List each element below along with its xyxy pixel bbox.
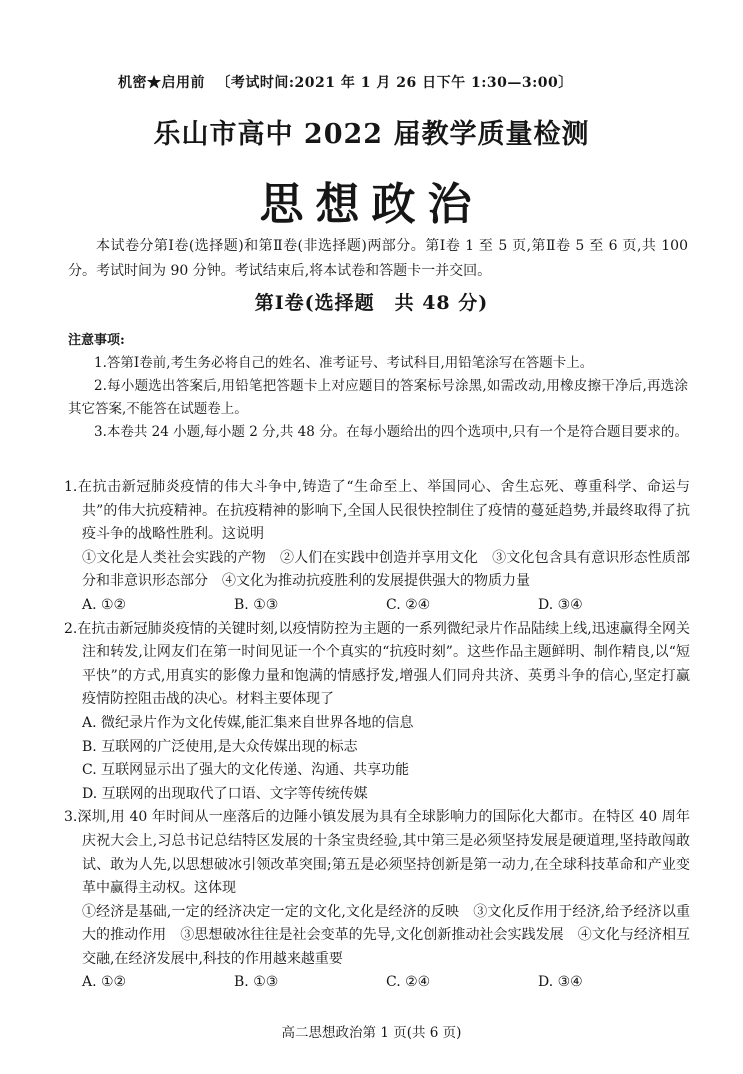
option-b: B. 互联网的广泛使用,是大众传媒出现的标志 [82,738,358,755]
question-2 [64,618,690,807]
question-list [64,476,690,995]
question-statements: ①经济是基础,一定的经济决定一定的文化,文化是经济的反映 ③文化反作用于经济,给予经济以重大的推动作用 ③思想破冰往往是社会变革的先导,文化创新推动社会实践发展 ④文化与经济相互交融,在经济发展中,科技的作用越来越重要 [82,903,690,967]
notice-list [68,352,688,444]
option-row [64,971,690,995]
question-3 [64,806,690,995]
exam-title: 乐山市高中 2022 届教学质量检测 [153,119,590,150]
option-row [64,594,690,618]
question-stem: 2.在抗击新冠肺炎疫情的关键时刻,以疫情防控为主题的一系列微纪录片作品陆续上线,迅速赢得全网关注和转发,让网友们在第一时间见证一个个真实的“抗疫时刻”。这些作品主题鲜明、制作精良,以“短平快”的方式,用真实的影像力量和饱满的情感抒发,增强人们同舟共济、英勇斗争的信心,坚定打赢疫情防控阻击战的决心。材料主要体现了 [64,620,690,708]
question-stem: 1.在抗击新冠肺炎疫情的伟大斗争中,铸造了“生命至上、举国同心、舍生忘死、尊重科学、命运与共”的伟大抗疫精神。在抗疫精神的影响下,全国人民很快控制住了疫情的蔓延趋势,并最终取得了抗疫斗争的战略性胜利。这说明 [64,479,690,543]
option-a: A. ①② [82,596,127,613]
option-c: C. 互联网显示出了强大的文化传递、沟通、共享功能 [82,762,410,779]
exam-time: 〔考试时间:2021 年 1 月 26 日下午 1:30—3:00〕 [216,75,573,91]
notice-item: 1.答第Ⅰ卷前,考生务必将自己的姓名、准考证号、考试科目,用铅笔涂写在答题卡上。 [94,355,594,371]
question-statements: ①文化是人类社会实践的产物 ②人们在实践中创造并享用文化 ③文化包含具有意识形态性质部分和非意识形态部分 ④文化为推动抗疫胜利的发展提供强大的物质力量 [82,549,690,590]
header-line [118,72,573,92]
option-b: B. ①③ [234,974,279,991]
question-1 [64,476,690,618]
option-d: D. ③④ [538,596,583,613]
intro-paragraph: 本试卷分第Ⅰ卷(选择题)和第Ⅱ卷(非选择题)两部分。第Ⅰ卷 1 至 5 页,第Ⅱ卷 5 至 6 页,共 100 分。考试时间为 90 分钟。考试结束后,将本试卷和答题卡一并交回。 [68,238,688,279]
question-stem: 3.深圳,用 40 年时间从一座落后的边陲小镇发展为具有全球影响力的国际化大都市。在特区 40 周年庆祝大会上,习总书记总结特区发展的十条宝贵经验,其中第三是必须坚持发展是硬道理,坚持敢闯敢试、敢为人先,以思想破冰引领改革突围;第五是必须坚持创新是第一动力,在全球科技革命和产业变革中赢得主动权。这体现 [64,809,690,897]
page-footer: 高二思想政治第 1 页(共 6 页) [281,1025,462,1041]
option-list [64,712,690,806]
option-d: D. ③④ [538,974,583,991]
section-title: 第Ⅰ卷(选择题 共 48 分) [254,292,489,314]
confidential-label: 机密★启用前 [118,75,205,91]
option-d: D. 互联网的出现取代了口语、文字等传统传媒 [82,785,368,802]
notice-item: 2.每小题选出答案后,用铅笔把答题卡上对应题目的答案标号涂黑,如需改动,用橡皮擦干净后,再选涂其它答案,不能答在试题卷上。 [68,378,688,417]
option-a: A. 微纪录片作为文化传媒,能汇集来自世界各地的信息 [82,714,414,731]
option-c: C. ②④ [386,596,431,613]
notice-heading: 注意事项: [68,333,125,348]
subject-title: 思想政治 [259,179,484,230]
notice-item: 3.本卷共 24 小题,每小题 2 分,共 48 分。在每小题给出的四个选项中,只有一个是符合题目要求的。 [94,424,688,440]
option-c: C. ②④ [386,974,431,991]
option-b: B. ①③ [234,596,279,613]
option-a: A. ①② [82,974,127,991]
